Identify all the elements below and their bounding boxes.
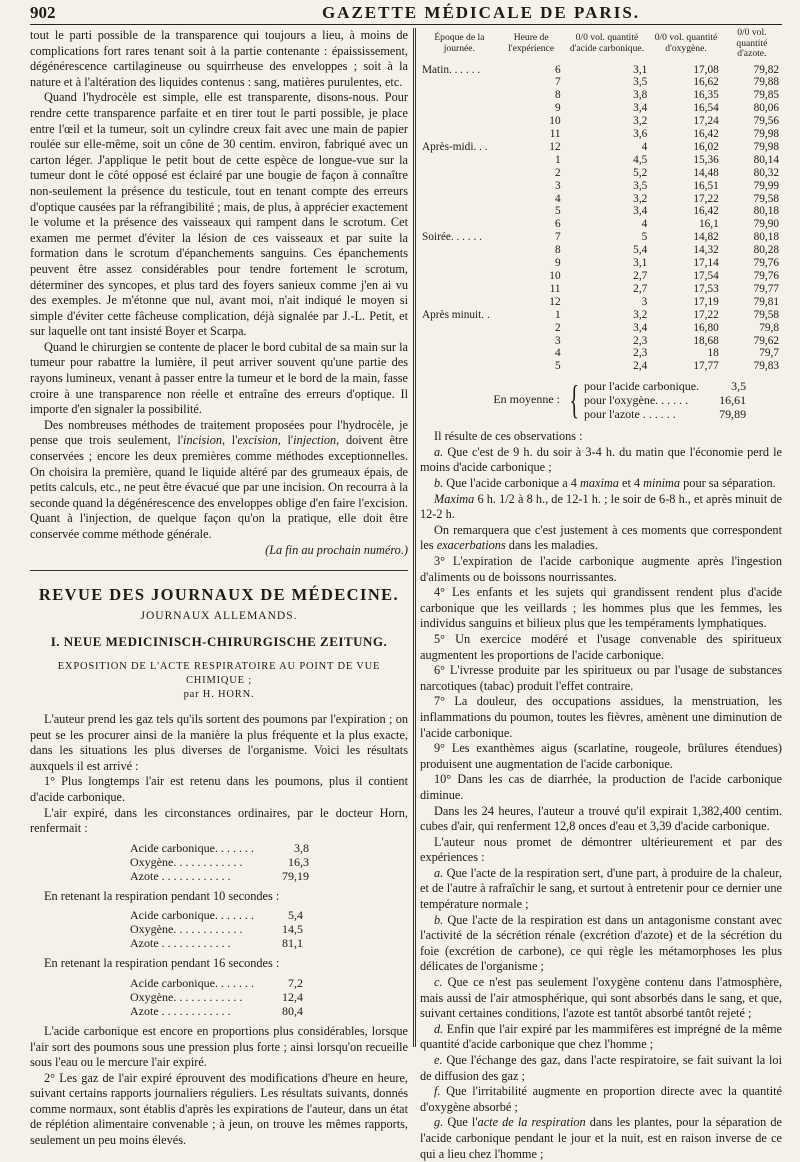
table-cell: 2 [554, 321, 561, 334]
table-cell: 79,62 [753, 334, 779, 347]
table-cell: 16,42 [693, 128, 719, 141]
table-cell: 17,53 [693, 282, 719, 295]
table-cell: 2 [554, 166, 561, 179]
table-row [420, 89, 782, 102]
table-cell: 3 [554, 334, 561, 347]
article-title: EXPOSITION DE L'ACTE RESPIRATOIRE AU POINT DE VUE CHIMIQUE ; par H. HORN. [57, 660, 381, 700]
table-cell: 14,32 [693, 244, 719, 257]
table-row [420, 180, 782, 193]
table-cell [420, 180, 499, 193]
table-row: Oxygène. . . . . . . . . . . . 14,5 [130, 922, 303, 937]
table-cell: 9 [554, 102, 561, 115]
table-header-row [420, 28, 782, 64]
table-cell: 80,06 [753, 102, 779, 115]
table-cell [420, 257, 499, 270]
table-cell [420, 283, 499, 296]
table-cell: 80,32 [753, 166, 779, 179]
table-row [420, 218, 782, 231]
table-cell: 79,58 [753, 308, 779, 321]
table-row [420, 76, 782, 89]
paragraph: g. Que l'acte de la respiration dans les plantes, pour la séparation de l'acide carbonique pendant le jour et la nuit, est en raison inverse de ce qui a lieu chez l'homme ; [420, 1115, 782, 1161]
table-cell [420, 296, 499, 309]
table-cell: 1 [554, 308, 561, 321]
table-row [420, 64, 782, 77]
paragraph: 3° L'expiration de l'acide carbonique augmente après l'ingestion d'aliments ou de boissons nourrissantes. [420, 554, 782, 584]
paragraph: L'auteur nous promet de démontrer ultérieurement et par des expériences : [420, 834, 782, 865]
table-row: pour l'oxygène. . . . . . 16,61 [584, 393, 747, 408]
table-cell: 17,22 [693, 192, 719, 205]
column-header: Heure de l'expérience [508, 32, 555, 54]
paragraph: 2° Les gaz de l'air expiré éprouvent des modifications d'heure en heure, suivant certains rapports journaliers réguliers. Les résultats suivants, donnés comme normaux, sont établis d'après les expirations de l'auteur, dans un état de réplétion alimentaire convenable ; à jeun, on trouve les mêmes rapports, seulement un peu moins élevés. [30, 1070, 408, 1148]
table-cell: 16,35 [693, 89, 719, 102]
column-header: Époque de la journée. [434, 32, 485, 54]
table-cell: 79,98 [753, 140, 779, 153]
paragraph: tout le parti possible de la transparence qui toujours a lieu, à moins de complications fort rares tenant soit à la partie contenante : épaississement, dégénérescence cartilagineuse ou squirrheuse des enveloppes ; soit à la nature et à l'altération des liquides contenus : sang, matières purulentes, etc. [30, 28, 408, 89]
table-cell [420, 154, 499, 167]
table-cell: 16,62 [693, 76, 719, 89]
table-cell: 79,76 [753, 257, 779, 270]
table-cell [420, 335, 499, 348]
table-cell: 7 [554, 76, 561, 89]
table-cell: 79,98 [753, 128, 779, 141]
paragraph: b. Que l'acide carbonique a 4 maxima et 4 minima pour sa séparation. [434, 476, 776, 491]
table-cell: Après minuit. . [422, 308, 490, 321]
table-cell: 3,4 [633, 102, 648, 115]
paragraph: Des nombreuses méthodes de traitement proposées pour l'hydrocèle, je pense que trois seulement, l'incision, l'excision, l'injection, doivent être conservées ; encore les deux premières comme méthodes exceptionnelles. On choisira la première, quand le liquide altéré par des grumeaux épais, de petits calculs, etc., ne peut être évacué que par une incision. On recourra à la seconde quand la dégénérescence des enveloppes oblige d'en faire l'excision. Quant à l'injection, de quelque façon qu'on la pratique, elle doit être conservée comme méthode générale. [30, 417, 408, 541]
paragraph: f. Que l'irritabilité augmente en proportion directe avec la quantité d'oxygène absorbé ; [420, 1084, 782, 1114]
table-cell: 6 [554, 63, 561, 76]
table-cell: 17,19 [693, 295, 719, 308]
table-cell: 3,2 [633, 308, 648, 321]
table-row [420, 296, 782, 309]
table-cell: Après-midi. . . [422, 140, 488, 153]
table-cell: 14,82 [693, 231, 719, 244]
table-cell: 10 [549, 115, 561, 128]
table-cell [420, 102, 499, 115]
section-title: REVUE DES JOURNAUX DE MÉDECINE. [38, 585, 400, 605]
table-cell: 17,54 [693, 270, 719, 282]
right-column [420, 27, 782, 1161]
table-row [420, 270, 782, 283]
table-cell: 3,2 [633, 115, 648, 128]
journal-name: I. NEUE MEDICINISCH-CHIRURGISCHE ZEITUNG. [50, 634, 388, 650]
table-cell: 5,2 [633, 166, 648, 179]
table-row [420, 141, 782, 154]
table-cell: 80,18 [753, 231, 779, 244]
table-row [420, 257, 782, 270]
table-cell: 10 [549, 270, 561, 282]
paragraph: L'auteur prend les gaz tels qu'ils sortent des poumons par l'expiration ; on peut se les procurer ainsi de la manière la plus fréquente et la plus exacte, dans les situations les plus diverses de l'organisme. Voici les résultats auxquels il est arrivé : [30, 711, 408, 773]
table-cell: 12 [549, 140, 561, 153]
table-row [420, 128, 782, 141]
paragraph: 1° Plus longtemps l'air est retenu dans les poumons, plus il contient d'acide carbonique. [30, 774, 408, 804]
journal-title: GAZETTE MÉDICALE DE PARIS. [321, 3, 641, 22]
table-cell [420, 218, 499, 231]
paragraph: d. Enfin que l'air expiré par les mammifères est imprégné de la même quantité d'acide carbonique que chez l'homme ; [420, 1021, 782, 1052]
table-cell: 8 [554, 89, 561, 102]
gas-composition-table [130, 976, 307, 1018]
paragraph: Il résulte de ces observations : [434, 429, 583, 444]
table-row [420, 335, 782, 348]
table-row [420, 244, 782, 257]
average-label: En moyenne : [493, 392, 560, 407]
table-cell [420, 167, 499, 180]
table-cell: 16,42 [693, 205, 719, 218]
paragraph: L'acide carbonique est encore en proportions plus considérables, lorsque l'air sort des poumons sous une pression plus forte ; ainsi lorsqu'on recueille sous l'eau ou le mercure l'air expiré. [30, 1023, 408, 1070]
table-row [420, 205, 782, 218]
average-block [420, 379, 782, 421]
table-cell: 18,68 [693, 334, 719, 347]
hourly-respiration-table [420, 28, 782, 373]
table-row: Oxygène. . . . . . . . . . . . 16,3 [130, 854, 309, 869]
table-cell: 3,1 [633, 257, 648, 270]
table-row: Azote . . . . . . . . . . . . 81,1 [130, 936, 303, 951]
table-cell: 79,77 [753, 282, 779, 295]
table-cell [420, 244, 499, 257]
table-row [420, 102, 782, 115]
gas-composition-table [130, 908, 307, 950]
table-cell: 2,4 [633, 360, 648, 373]
table-row: Acide carbonique. . . . . . . 3,8 [130, 840, 309, 855]
paragraph: b. Que l'acte de la respiration est dans un antagonisme constant avec l'activité de la sécrétion rénale (excrétion d'azote) et de la sécrétion du foie (excrétion de carbone), ce qui règle les métamorphoses les plus délicates de l'organisme ; [420, 912, 782, 974]
table-cell: 9 [554, 257, 561, 270]
table-cell: 18 [707, 347, 719, 360]
table-cell: Matin. . . . . . [422, 63, 481, 76]
paragraph: 9° Les exanthèmes aigus (scarlatine, rougeole, brûlures étendues) produisent une augmentation de l'acide carbonique. [420, 741, 782, 771]
table-cell: 80,28 [753, 244, 779, 257]
table-cell: 3,5 [633, 179, 648, 192]
table-row [420, 231, 782, 244]
paragraph: a. Que c'est de 9 h. du soir à 3-4 h. du matin que l'économie perd le moins d'acide carbonique ; [420, 444, 782, 475]
paragraph: c. Que ce n'est pas seulement l'oxygène contenu dans l'atmosphère, mais aussi de l'air atmosphérique, qui sont absorbés dans le sang, et que, suivant certaines conditions, l'azote est tantôt absorbé tantôt rejeté ; [420, 975, 782, 1021]
table-cell: 2,3 [633, 347, 648, 360]
column-header: 0/0 vol. quantité d'oxygène. [654, 32, 718, 54]
table-cell: 5 [554, 360, 561, 373]
table-cell: 17,14 [693, 257, 719, 270]
paragraph: 7° La douleur, des occupations assidues, la menstruation, les inflammations du poumon, toutes les fièvres, amènent une diminution de l'acide carbonique. [420, 694, 782, 740]
table-row: pour l'azote . . . . . . 79,89 [584, 407, 747, 422]
table-cell: Soirée. . . . . . [422, 231, 482, 244]
table-cell: 16,1 [698, 218, 719, 231]
table-cell: 79,81 [753, 295, 779, 308]
table-row [420, 115, 782, 128]
table-cell: 6 [554, 218, 561, 231]
column-header: 0/0 vol. quantité d'azote. [736, 27, 768, 59]
table-cell [420, 128, 499, 141]
table-cell [420, 270, 499, 283]
table-cell: 17,08 [693, 63, 719, 76]
table-cell: 4 [554, 192, 561, 205]
table-cell: 3,2 [633, 192, 648, 205]
table-cell: 5 [641, 231, 648, 244]
table-row: pour l'acide carbonique. 3,5 [584, 379, 747, 394]
table-cell: 15,36 [693, 153, 719, 166]
table-cell: 79,99 [753, 179, 779, 192]
table-cell: 3 [641, 295, 648, 308]
table-row [420, 167, 782, 180]
table-cell: 8 [554, 244, 561, 257]
table-row [420, 360, 782, 373]
table-cell: 16,80 [693, 321, 719, 334]
table-cell: 1 [554, 153, 561, 166]
paragraph: 4° Les enfants et les sujets qui grandissent rendent plus d'acide carbonique que les veillards ; les hommes plus que les femmes, les individus sanguins et bilieux plus que les tempéraments lymphatiques. [420, 585, 782, 631]
table-cell: 5,4 [633, 244, 648, 257]
table-cell: 3,8 [633, 89, 648, 102]
table-cell: 12 [549, 295, 561, 308]
table-cell: 11 [549, 282, 561, 295]
paragraph: En retenant la respiration pendant 16 secondes : [44, 956, 280, 971]
table-cell: 7 [554, 231, 561, 244]
table-cell: 11 [549, 128, 561, 141]
paragraph: Dans les 24 heures, l'auteur a trouvé qu'il expirait 1,382,400 centim. cubes d'air, qui renferment 12,8 onces d'eau et 3,39 d'acide carbonique. [420, 803, 782, 834]
table-cell: 4 [641, 140, 648, 153]
brace-glyph: { [569, 377, 580, 423]
table-cell: 79,76 [753, 270, 779, 282]
table-cell: 79,83 [753, 360, 779, 373]
table-cell: 16,54 [693, 102, 719, 115]
table-cell: 80,18 [753, 205, 779, 218]
table-cell: 2,7 [633, 282, 648, 295]
table-cell: 4 [554, 347, 561, 360]
column-divider [413, 28, 416, 1047]
table-cell: 79,82 [753, 63, 779, 76]
table-cell: 79,8 [759, 321, 779, 334]
paragraph: L'air expiré, dans les circonstances ordinaires, par le docteur Horn, renfermait : [30, 805, 408, 836]
section-separator [30, 570, 408, 571]
table-row [420, 347, 782, 360]
table-row [420, 193, 782, 206]
table-cell: 79,7 [759, 347, 779, 360]
table-cell: 79,56 [753, 115, 779, 128]
gas-composition-table [130, 841, 313, 883]
table-row: Azote . . . . . . . . . . . . 79,19 [130, 868, 309, 883]
page-header [30, 2, 782, 25]
table-cell: 17,24 [693, 115, 719, 128]
table-cell [420, 115, 499, 128]
table-cell [420, 360, 499, 373]
table-cell [420, 347, 499, 360]
table-cell: 16,51 [693, 179, 719, 192]
table-body [420, 64, 782, 374]
column-header: 0/0 vol. quantité d'acide carbonique. [569, 32, 645, 54]
table-cell: 3,5 [633, 76, 648, 89]
table-cell: 17,77 [693, 360, 719, 373]
continuation-note: (La fin au prochain numéro.) [265, 542, 408, 557]
table-cell: 3,6 [633, 128, 648, 141]
paragraph: Quand le chirurgien se contente de placer le bord cubital de sa main sur la tumeur pour rabattre la lumière, il peut arriver souvent qu'une partie des rayons lumineux, venant à passer entre la tumeur et le bord de la main, fasse croire à une transparence non réelle et entraîne des erreurs d'optique. Il importe d'en signaler la possibilité. [30, 339, 408, 417]
table-cell: 80,14 [753, 153, 779, 166]
table-cell [420, 76, 499, 89]
table-cell [420, 193, 499, 206]
table-cell: 17,22 [693, 308, 719, 321]
table-cell: 4,5 [633, 153, 648, 166]
table-row: Azote . . . . . . . . . . . . 80,4 [130, 1003, 303, 1018]
page-number: 902 [30, 3, 56, 22]
table-cell: 3,1 [633, 63, 648, 76]
table-cell: 2,3 [633, 334, 648, 347]
table-cell: 16,02 [693, 140, 719, 153]
table-row [420, 322, 782, 335]
paragraph: 5° Un exercice modéré et l'usage convenable des spiritueux augmentent les proportions de l'acide carbonique. [420, 631, 782, 662]
table-cell: 14,48 [693, 166, 719, 179]
table-row [420, 283, 782, 296]
table-cell: 2,7 [633, 270, 648, 282]
paragraph: e. Que l'échange des gaz, dans l'acte respiratoire, se fait suivant la loi de diffusion des gaz ; [420, 1053, 782, 1083]
table-row: Oxygène. . . . . . . . . . . . 12,4 [130, 989, 303, 1004]
paragraph: Quand l'hydrocèle est simple, elle est transparente, disons-nous. Pour rendre cette transparence parfaite et en tirer tout le parti possible, je place entre l'œil et la tumeur, soit un cylindre creux fait avec une main de papier roulée sur elle-même, soit un cône de 30 centim. environ, fabriqué avec un carton léger. J'applique le petit bout de cette espèce de longue-vue sur la tumeur dont le côté opposé est éclairé par une bougie de façon à connaître non-seulement la présence du testicule, tout en tenant compte des erreurs d'optique causées par la réfrangibilité ; mais, de plus, à apprécier exactement le volume et la présence des vaisseaux qui rampent dans le scrotum. Cet examen me permet d'éviter la lésion de ces vaisseaux et par suite la formation dans le scrotum d'épanchements sanguins. Ces épanchements peuvent être assez considérables pour tendre fortement le scrotum, déterminer des syncopes, et plus tard des foyers sanieux comme j'en ai vu des exemples. Je m'étonne que nul, avant moi, n'ait indiqué le moyen si simple d'éviter cette fâcheuse complication, déjà signalée par J.-L. Petit, et sur laquelle ont tant insisté Boyer et Scarpa. [30, 90, 408, 339]
table-row [420, 309, 782, 322]
paragraph: Maxima 6 h. 1/2 à 8 h., de 12-1 h. ; le soir de 6-8 h., et après minuit de 12-2 h. [420, 491, 782, 522]
table-cell [420, 205, 499, 218]
paragraph: En retenant la respiration pendant 10 secondes : [44, 888, 280, 903]
paragraph: a. Que l'acte de la respiration sert, d'une part, à produire de la chaleur, et de l'autre à rafraîchir le sang, et surtout à entretenir pour ce dernier une température normale ; [420, 865, 782, 912]
subsection-title: JOURNAUX ALLEMANDS. [140, 609, 298, 622]
table-cell [420, 322, 499, 335]
table-cell: 79,58 [753, 192, 779, 205]
left-column [30, 28, 408, 1148]
table-cell: 5 [554, 205, 561, 218]
paragraph: 10° Dans les cas de diarrhée, la production de l'acide carbonique diminue. [420, 772, 782, 802]
table-cell: 3 [554, 179, 561, 192]
table-cell: 79,85 [753, 89, 779, 102]
table-cell: 3,4 [633, 321, 648, 334]
table-row: Acide carbonique. . . . . . . 5,4 [130, 908, 303, 923]
table-cell: 79,88 [753, 76, 779, 89]
table-row: Acide carbonique. . . . . . . 7,2 [130, 975, 303, 990]
table-cell: 79,90 [753, 218, 779, 231]
average-table [580, 379, 750, 421]
table-cell [420, 89, 499, 102]
table-row [420, 154, 782, 167]
table-cell: 4 [641, 218, 648, 231]
table-cell: 3,4 [633, 205, 648, 218]
paragraph: On remarquera que c'est justement à ces moments que correspondent les exacerbations dans les maladies. [420, 522, 782, 553]
paragraph: 6° L'ivresse produite par les spiritueux ou par l'usage de substances narcotiques (tabac) produit l'effet contraire. [420, 663, 782, 693]
